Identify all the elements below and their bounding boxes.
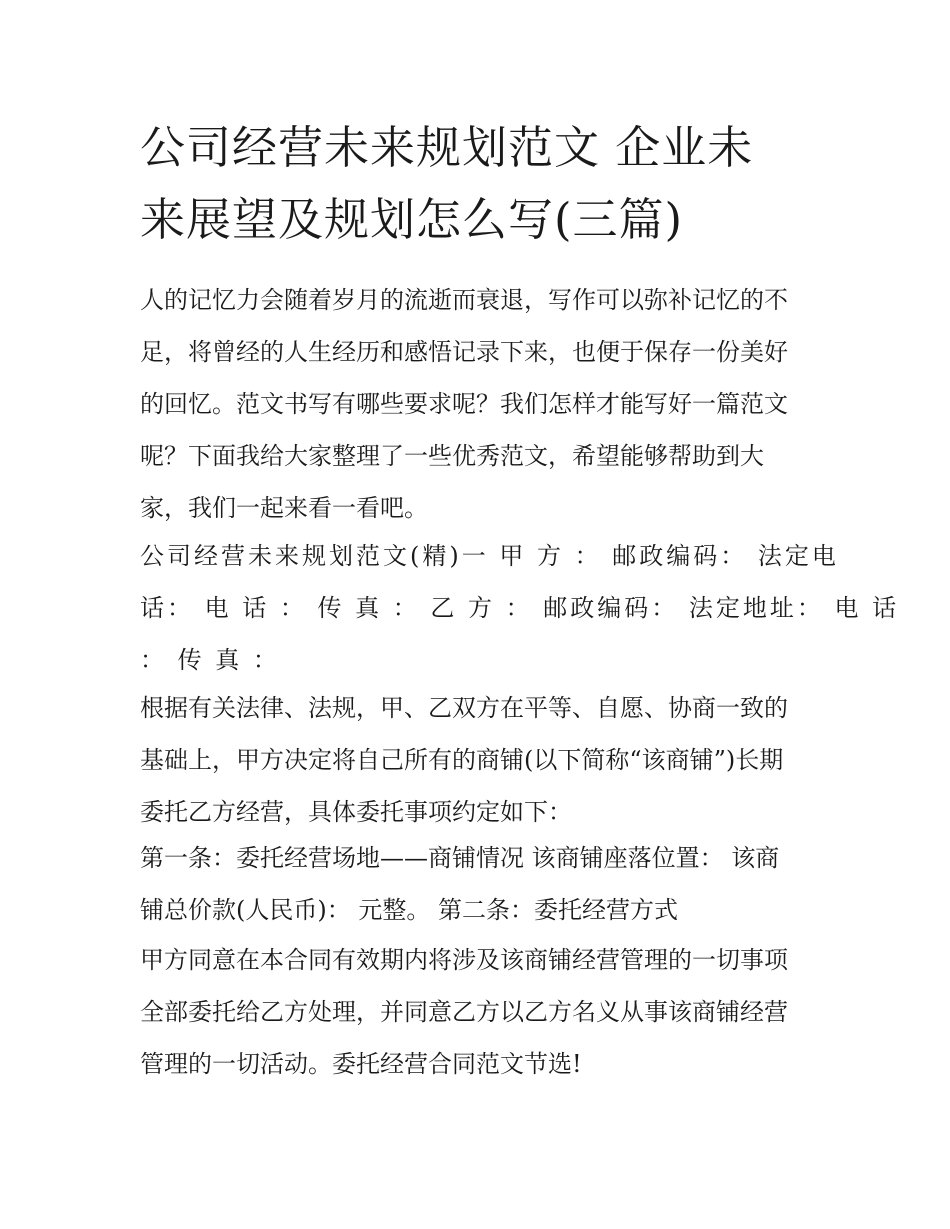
- text-line: 呢？下面我给大家整理了一些优秀范文，希望能够帮助到大: [140, 442, 764, 470]
- text-line: 的回忆。范文书写有哪些要求呢？我们怎样才能写好一篇范文: [140, 390, 788, 418]
- preamble-paragraph: [140, 682, 830, 838]
- text-line: 人的记忆力会随着岁月的流逝而衰退，写作可以弥补记忆的不: [140, 286, 788, 314]
- text-line: 甲方同意在本合同有效期内将涉及该商铺经营管理的一切事项: [140, 946, 788, 974]
- title-line: 来展望及规划怎么写(三篇): [140, 193, 684, 246]
- text-line: 足，将曾经的人生经历和感悟记录下来，也便于保存一份美好: [140, 338, 788, 366]
- text-line: 家，我们一起来看一看吧。: [140, 494, 428, 522]
- document-title: [140, 112, 820, 256]
- intro-paragraph: [140, 274, 830, 534]
- text-line: 全部委托给乙方处理，并同意乙方以乙方名义从事该商铺经营: [140, 998, 788, 1026]
- text-line: 管理的一切活动。委托经营合同范文节选!: [140, 1050, 582, 1078]
- parties-paragraph: [140, 530, 900, 686]
- text-line: 公司经营未来规划范文(精)一 甲 方 ： 邮政编码： 法定电: [140, 542, 839, 570]
- text-line: 话： 电 话 ： 传 真 ： 乙 方 ： 邮政编码： 法定地址： 电 话: [140, 594, 900, 622]
- text-line: 根据有关法律、法规，甲、乙双方在平等、自愿、协商一致的: [140, 694, 788, 722]
- article-one-paragraph: [140, 832, 830, 936]
- text-line: 铺总价款(人民币)： 元整。 第二条：委托经营方式: [140, 896, 678, 924]
- text-line: 第一条：委托经营场地——商铺情况 该商铺座落位置： 该商: [140, 844, 780, 872]
- text-line: 委托乙方经营，具体委托事项约定如下：: [140, 798, 572, 826]
- text-line: ： 传 真 ：: [140, 646, 280, 674]
- title-line: 公司经营未来规划范文 企业未: [140, 121, 754, 174]
- article-two-paragraph: [140, 934, 830, 1090]
- text-line: 基础上，甲方决定将自己所有的商铺(以下简称“该商铺”)长期: [140, 746, 784, 774]
